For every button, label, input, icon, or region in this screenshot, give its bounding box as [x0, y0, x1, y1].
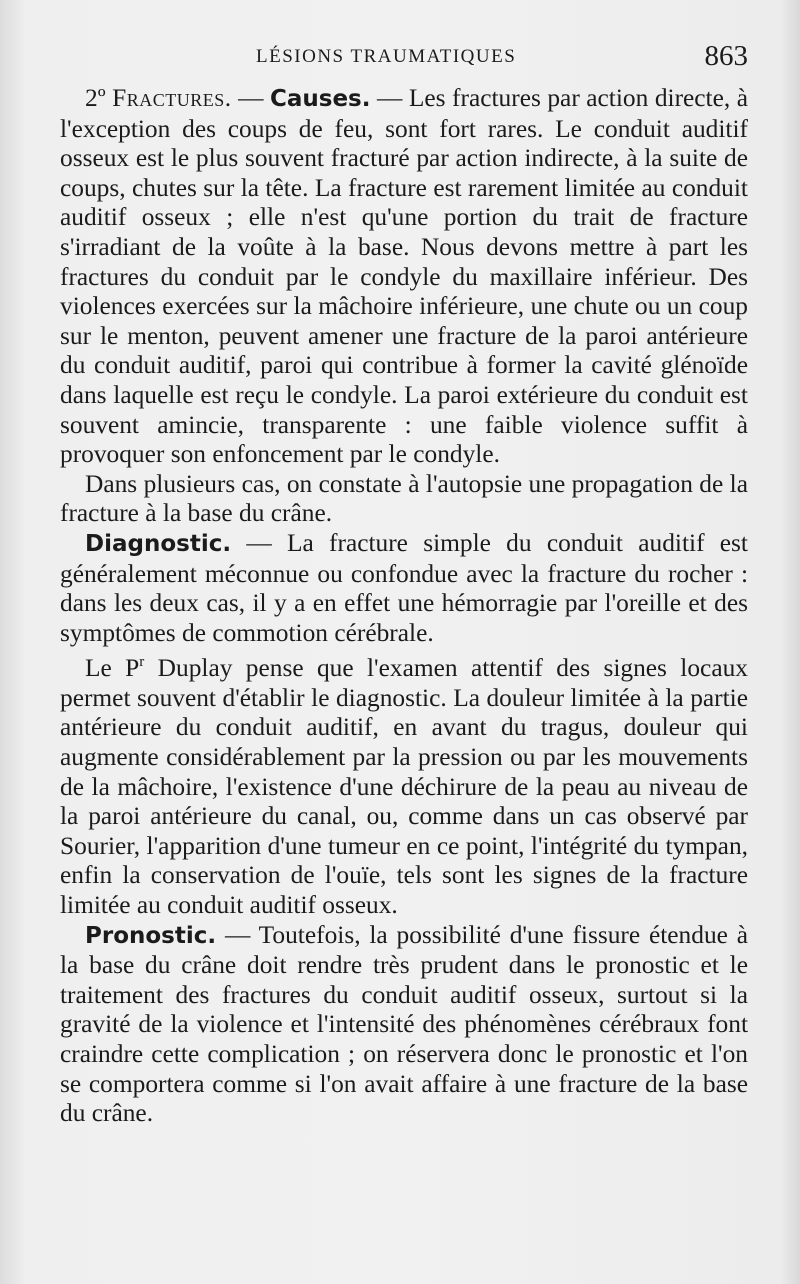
duplay-text: Duplay pense que l'examen attentif des signes locaux permet souvent d'établir le diagnostic. La douleur limitée à la partie antérieure du conduit auditif, en avant du tragus, douleur qui augmente considérablement par la pression ou par les mouvements de la mâchoire, l'existence d'une déchirure de la peau au niveau de la paroi antérieure du canal, ou, comme dans un cas observé par Sourier, l'apparition d'une tumeur en ce point, l'intégrité du tympan, enfin la conservation de l'ouïe, tels sont les signes de la fracture limitée au conduit auditif osseux. — [60, 654, 748, 920]
page-header — [60, 42, 750, 78]
running-title: LÉSIONS TRAUMATIQUES — [256, 46, 517, 67]
heading-causes: Causes. — [269, 86, 371, 112]
body-text — [60, 84, 748, 1129]
causes-text: — Les fractures par action directe, à l'exception des coups de feu, sont fort rares. Le conduit auditif osseux est le plus souvent fracturé par action indirecte, à la suite de coups, chutes sur la tête. La fracture est rarement limitée au conduit auditif osseux ; elle n'est qu'une portion du trait de fracture s'irradiant de la voûte à la base. Nous devons mettre à part les fractures du conduit par le condyle du maxillaire inférieur. Des violences exercées sur la mâchoire inférieure, une chute ou un coup sur le menton, peuvent amener une fracture de la paroi antérieure du conduit auditif, paroi qui contribue à former la cavité glénoïde dans laquelle est reçu le condyle. La paroi extérieure du conduit est souvent amincie, transparente : une faible violence suffit à provoquer son enfoncement par le condyle. — [60, 84, 749, 469]
duplay-lead: Le P — [85, 654, 140, 683]
paragraph-duplay — [60, 648, 748, 920]
paragraph-autopsy — [60, 470, 748, 529]
page-number: 863 — [704, 40, 748, 72]
section-number: 2º — [85, 84, 113, 112]
diagnostic-text: — La fracture simple du conduit auditif est généralement méconnue ou confondue avec la fracture du rocher : dans les deux cas, il y a en effet une hémorragie par l'oreille et des symptômes de commotion cérébrale. — [60, 528, 748, 647]
pronostic-text: — Toutefois, la possibilité d'une fissure étendue à la base du crâne doit rendre très prudent dans le pronostic et le traitement des fractures du conduit auditif osseux, surtout si la gravité de la violence et l'intensité des phénomènes cérébraux font craindre cette complication ; on réservera donc le pronostic et l'on se comportera comme si l'on avait affaire à une fracture de la base du crâne. — [60, 920, 748, 1128]
paragraph-pronostic — [60, 921, 748, 1129]
paragraph-causes — [60, 84, 748, 470]
autopsy-text: Dans plusieurs cas, on constate à l'autopsie une propagation de la fracture à la base du crâne. — [60, 469, 748, 528]
separator-dash: — — [231, 84, 270, 112]
heading-diagnostic: Diagnostic. — [85, 530, 232, 557]
section-title: Fractures. — [112, 84, 232, 112]
heading-pronostic: Pronostic. — [85, 922, 217, 949]
paragraph-diagnostic — [60, 529, 748, 648]
duplay-superscript: r — [139, 654, 145, 671]
